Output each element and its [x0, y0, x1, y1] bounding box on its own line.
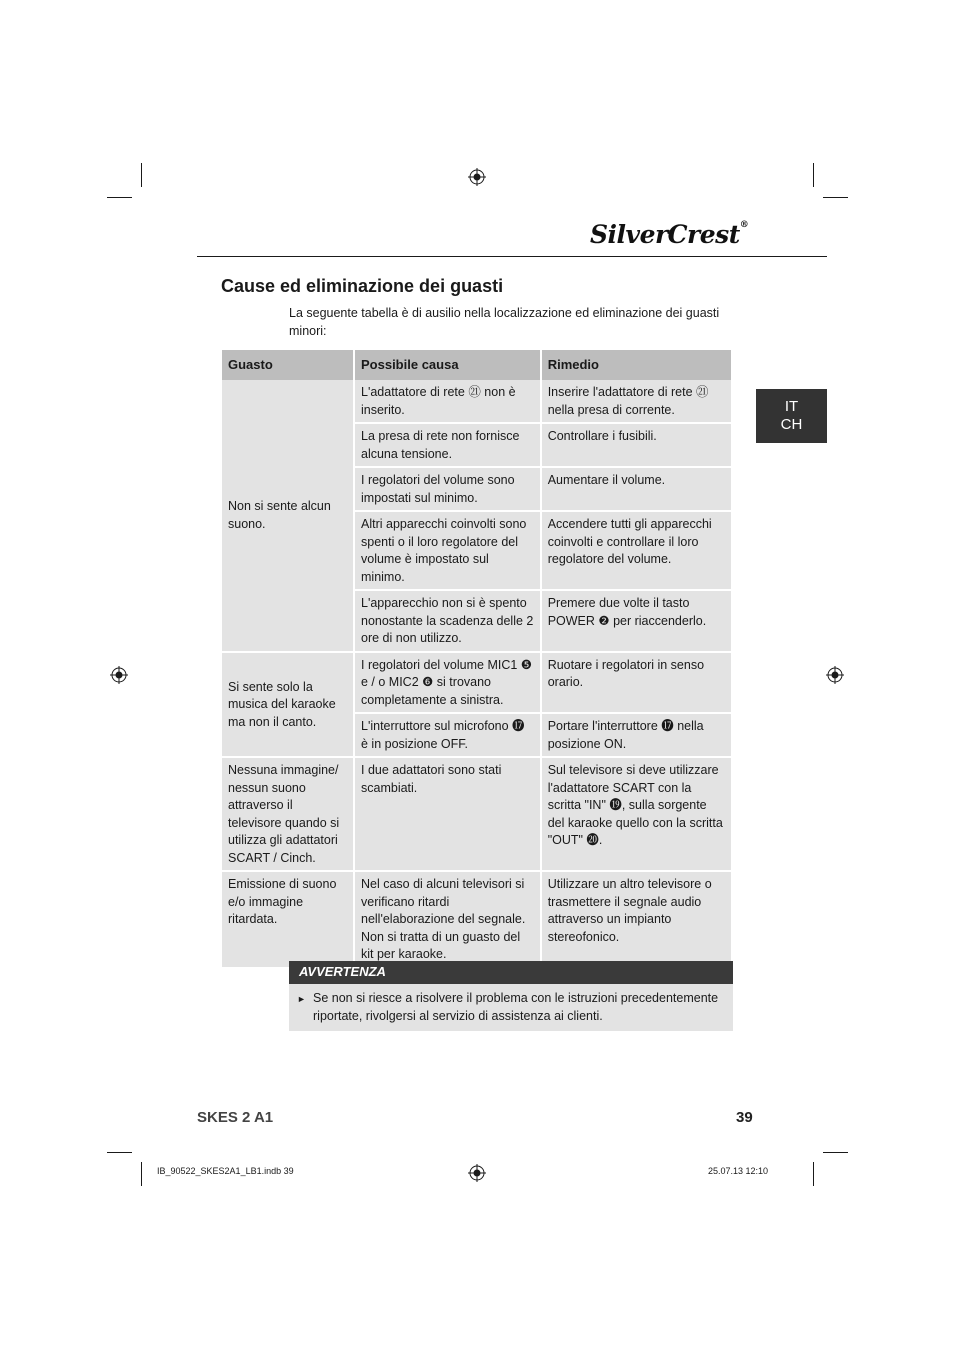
remedy-cell: Premere due volte il tasto POWER ❷ per riaccenderlo.: [542, 591, 731, 653]
brand-logo: [590, 220, 748, 249]
cause-cell: Altri apparecchi coinvolti sono spenti o il loro regolatore del volume è impostato sul minimo.: [355, 512, 542, 591]
crop-mark: [813, 163, 814, 187]
crop-mark: [107, 1152, 132, 1153]
language-tab-line2: CH: [780, 416, 803, 433]
warning-title: AVVERTENZA: [289, 961, 733, 984]
registration-mark-icon: [468, 1164, 486, 1182]
language-tab-line1: IT: [784, 398, 799, 415]
table-row: [222, 380, 731, 424]
fault-cell: Non si sente alcun suono.: [222, 380, 355, 653]
warning-body: [289, 984, 733, 1031]
table-row: [222, 758, 731, 872]
remedy-cell: Ruotare i regolatori in senso orario.: [542, 653, 731, 715]
crop-mark: [107, 197, 132, 198]
cause-cell: I regolatori del volume sono impostati sul minimo.: [355, 468, 542, 512]
remedy-cell: Utilizzare un altro televisore o trasmettere il segnale audio attraverso un impianto stereofonico.: [542, 872, 731, 969]
registration-mark-icon: [110, 666, 128, 684]
fault-cell: Si sente solo la musica del karaoke ma non il canto.: [222, 653, 355, 759]
page-number: 39: [736, 1109, 753, 1126]
cause-cell: L'interruttore sul microfono ⓱ è in posizione OFF.: [355, 714, 542, 758]
remedy-cell: Portare l'interruttore ⓱ nella posizione ON.: [542, 714, 731, 758]
crop-mark: [823, 197, 848, 198]
column-header-remedy: Rimedio: [542, 350, 731, 380]
remedy-cell: Sul televisore si deve utilizzare l'adattatore SCART con la scritta "IN" ⓳, sulla sorgente del karaoke quello con la scritta "OUT" ⓴.: [542, 758, 731, 872]
remedy-cell: Inserire l'adattatore di rete ㉑ nella presa di corrente.: [542, 380, 731, 424]
print-file-info: IB_90522_SKES2A1_LB1.indb 39: [157, 1166, 294, 1176]
crop-mark: [823, 1152, 848, 1153]
cause-cell: L'adattatore di rete ㉑ non è inserito.: [355, 380, 542, 424]
column-header-cause: Possibile causa: [355, 350, 542, 380]
fault-cell: Emissione di suono e/o immagine ritardata.: [222, 872, 355, 969]
header-rule: [197, 256, 827, 257]
remedy-cell: Controllare i fusibili.: [542, 424, 731, 468]
brand-logo-text: SilverCrest: [590, 220, 740, 249]
cause-cell: La presa di rete non fornisce alcuna tensione.: [355, 424, 542, 468]
page-title: Cause ed eliminazione dei guasti: [221, 276, 504, 296]
registration-mark-icon: [826, 666, 844, 684]
cause-cell: Nel caso di alcuni televisori si verificano ritardi nell'elaborazione del segnale. Non si tratta di un guasto del kit per karaoke.: [355, 872, 542, 969]
intro-text: La seguente tabella è di ausilio nella localizzazione ed eliminazione dei guasti minori:: [289, 306, 720, 338]
print-date-info: 25.07.13 12:10: [708, 1166, 769, 1176]
arrow-bullet-icon: ►: [297, 994, 306, 1004]
table-header-row: [222, 350, 731, 380]
registration-mark-icon: [468, 168, 486, 186]
table-row: [222, 872, 731, 969]
fault-cell: Nessuna immagine/ nessun suono attraverso il televisore quando si utilizza gli adattatori SCART / Cinch.: [222, 758, 355, 872]
cause-cell: I due adattatori sono stati scambiati.: [355, 758, 542, 872]
registered-mark: ®: [739, 220, 749, 230]
crop-mark: [141, 1162, 142, 1186]
language-tab: [756, 389, 827, 443]
cause-cell: L'apparecchio non si è spento nonostante la scadenza delle 2 ore di non utilizzo.: [355, 591, 542, 653]
model-name: SKES 2 A1: [197, 1109, 274, 1126]
remedy-cell: Accendere tutti gli apparecchi coinvolti e controllare il loro regolatore del volume.: [542, 512, 731, 591]
table-row: [222, 653, 731, 715]
troubleshooting-table: [222, 350, 731, 969]
cause-cell: I regolatori del volume MIC1 ❺ e / o MIC2 ❻ si trovano completamente a sinistra.: [355, 653, 542, 715]
remedy-cell: Aumentare il volume.: [542, 468, 731, 512]
warning-text: Se non si riesce a risolvere il problema con le istruzioni precedentemente riportate, rivolgersi al servizio di assistenza ai clienti.: [313, 991, 719, 1023]
column-header-fault: Guasto: [222, 350, 355, 380]
crop-mark: [813, 1162, 814, 1186]
warning-box: [289, 961, 733, 1031]
crop-mark: [141, 163, 142, 187]
